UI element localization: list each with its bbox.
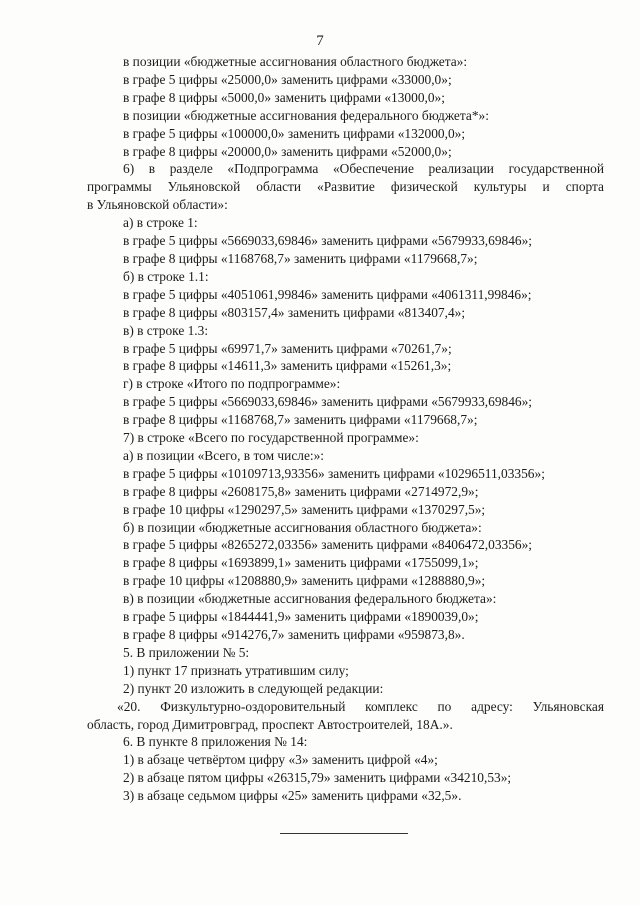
- page-number: 7: [316, 33, 324, 49]
- text-line-35: 1) пункт 17 признать утратившим силу;: [123, 662, 349, 678]
- text-line-23: а) в позиции «Всего, в том числе:»:: [123, 447, 325, 463]
- text-line-22: 7) в строке «Всего по государственной программе»:: [123, 430, 419, 446]
- text-line-17: в графе 5 цифры «69971,7» заменить цифрами «70261,7»;: [123, 340, 452, 356]
- text-line-11: в графе 5 цифры «5669033,69846» заменить цифрами «5679933,69846»;: [123, 233, 533, 249]
- text-line-8: программы Ульяновской области «Развитие физической культуры и спорта: [87, 179, 604, 195]
- text-line-21: в графе 8 цифры «1168768,7» заменить цифрами «1179668,7»;: [123, 412, 478, 428]
- text-line-39: 6. В пункте 8 приложения № 14:: [123, 734, 308, 750]
- text-line-33: в графе 8 цифры «914276,7» заменить цифрами «959873,8».: [123, 627, 465, 642]
- text-line-9: в Ульяновской области»:: [87, 197, 228, 213]
- text-line-38: область, город Димитровград, проспект Автостроителей, 18А.».: [87, 716, 453, 732]
- text-line-37: «20. Физкультурно-оздоровительный комплекс по адресу: Ульяновская: [117, 698, 604, 714]
- text-line-15: в графе 8 цифры «803157,4» заменить цифрами «813407,4»;: [123, 304, 466, 320]
- text-line-7: 6) в разделе «Подпрограмма «Обеспечение реализации государственной: [123, 161, 604, 177]
- text-line-24: в графе 5 цифры «10109713,93356» заменить цифрами «10296511,03356»;: [123, 465, 545, 481]
- text-line-12: в графе 8 цифры «1168768,7» заменить цифрами «1179668,7»;: [123, 250, 478, 266]
- document-body: [87, 53, 604, 805]
- text-line-20: в графе 5 цифры «5669033,69846» заменить цифрами «5679933,69846»;: [123, 394, 533, 410]
- text-line-25: в графе 8 цифры «2608175,8» заменить цифрами «2714972,9»;: [123, 483, 479, 499]
- text-line-10: а) в строке 1:: [123, 215, 198, 231]
- text-line-18: в графе 8 цифры «14611,3» заменить цифрами «15261,3»;: [123, 358, 452, 374]
- text-line-34: 5. В приложении № 5:: [123, 644, 250, 660]
- text-line-6: в графе 8 цифры «20000,0» заменить цифрами «52000,0»;: [123, 143, 452, 159]
- text-line-2: в графе 5 цифры «25000,0» заменить цифрами «33000,0»;: [123, 71, 452, 87]
- text-line-14: в графе 5 цифры «4051061,99846» заменить цифрами «4061311,99846»;: [123, 286, 532, 302]
- text-line-27: б) в позиции «бюджетные ассигнования областного бюджета»:: [123, 519, 482, 535]
- text-line-31: в) в позиции «бюджетные ассигнования федерального бюджета»:: [123, 591, 497, 607]
- text-line-32: в графе 5 цифры «1844441,9» заменить цифрами «1890039,0»;: [123, 609, 479, 625]
- text-line-29: в графе 8 цифры «1693899,1» заменить цифрами «1755099,1»;: [123, 555, 479, 571]
- text-line-16: в) в строке 1.3:: [123, 322, 209, 338]
- text-line-42: 3) в абзаце седьмом цифры «25» заменить цифрами «32,5».: [123, 788, 462, 804]
- text-line-3: в графе 8 цифры «5000,0» заменить цифрами «13000,0»;: [123, 89, 445, 105]
- text-line-4: в позиции «бюджетные ассигнования федерального бюджета*»:: [123, 107, 489, 123]
- end-separator-line: [280, 833, 408, 834]
- text-line-30: в графе 10 цифры «1208880,9» заменить цифрами «1288880,9»;: [123, 573, 486, 589]
- text-line-36: 2) пункт 20 изложить в следующей редакции:: [123, 680, 384, 696]
- text-line-41: 2) в абзаце пятом цифры «26315,79» заменить цифрами «34210,53»;: [123, 770, 512, 786]
- text-line-13: б) в строке 1.1:: [123, 268, 209, 284]
- text-line-28: в графе 5 цифры «8265272,03356» заменить цифрами «8406472,03356»;: [123, 537, 533, 553]
- text-line-5: в графе 5 цифры «100000,0» заменить цифрами «132000,0»;: [123, 125, 466, 141]
- text-line-26: в графе 10 цифры «1290297,5» заменить цифрами «1370297,5»;: [123, 501, 486, 517]
- text-line-19: г) в строке «Итого по подпрограмме»:: [123, 376, 341, 392]
- text-line-1: в позиции «бюджетные ассигнования областного бюджета»:: [123, 54, 468, 69]
- text-line-40: 1) в абзаце четвёртом цифру «3» заменить цифрой «4»;: [123, 752, 438, 768]
